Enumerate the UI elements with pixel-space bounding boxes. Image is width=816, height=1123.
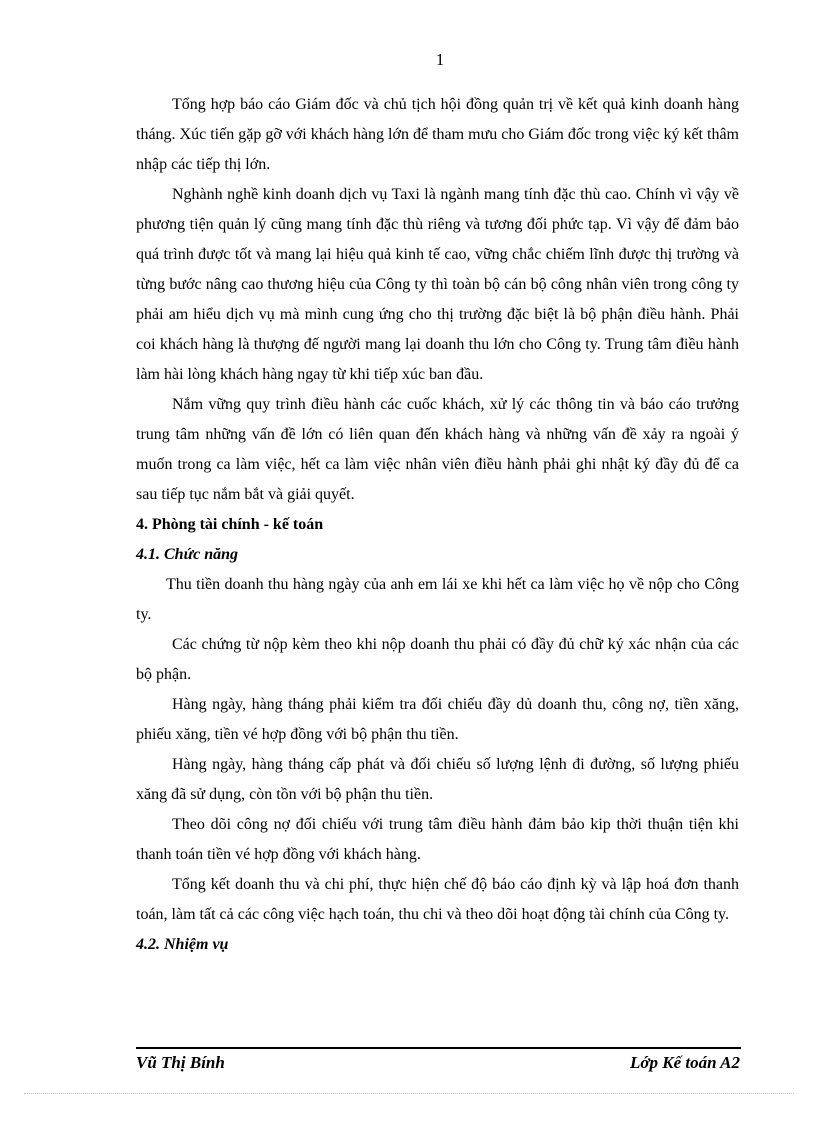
paragraph-report-summary: Tổng hợp báo cáo Giám đốc và chủ tịch hội đồng quản trị về kết quả kinh doanh hàng tháng. Xúc tiến gặp gỡ với khách hàng lớn để tham mưu cho Giám đốc trong việc ký kết thâm nhập các tiếp thị lớn. bbox=[136, 96, 739, 173]
paragraph-issue-orders: Hàng ngày, hàng tháng cấp phát và đối chiếu số lượng lệnh đi đường, số lượng phiếu xăng đã sử dụng, còn tồn với bộ phận thu tiền. bbox=[136, 756, 739, 803]
paragraph-summary-reporting: Tổng kết doanh thu và chi phí, thực hiện chế độ báo cáo định kỳ và lập hoá đơn thanh toán, làm tất cả các công việc hạch toán, thu chi và theo dõi hoạt động tài chính của Công ty. bbox=[136, 876, 739, 923]
paragraph-daily-check: Hàng ngày, hàng tháng phải kiểm tra đối chiếu đầy dủ doanh thu, công nợ, tiền xăng, phiếu xăng, tiền vé hợp đồng với bộ phận thu tiền. bbox=[136, 696, 739, 743]
footer-divider bbox=[136, 1047, 741, 1049]
page-edge-divider bbox=[24, 1093, 794, 1094]
paragraph-dispatch-procedure: Nắm vững quy trình điều hành các cuốc khách, xử lý các thông tin và báo cáo trưởng trung tâm những vấn đề lớn có liên quan đến khách hàng và những vấn đề xảy ra ngoài ý muốn trong ca làm việc, hết ca làm việc nhân viên điều hành phải ghi nhật ký đầy đủ để ca sau tiếp tục nắm bắt và giải quyết. bbox=[136, 396, 739, 503]
paragraph-debt-tracking: Theo dõi công nợ đối chiếu với trung tâm điều hành đảm bảo kip thời thuận tiện khi thanh toán tiền vé hợp đồng với khách hàng. bbox=[136, 816, 739, 863]
footer-class-name: Lớp Kế toán A2 bbox=[629, 1053, 740, 1072]
subsection-heading-function: 4.1. Chức năng bbox=[136, 546, 239, 563]
footer-author: Vũ Thị Bính bbox=[136, 1053, 225, 1072]
paragraph-collect-revenue: Thu tiền doanh thu hàng ngày của anh em lái xe khi hết ca làm việc họ về nộp cho Công ty. bbox=[136, 576, 739, 623]
document-body bbox=[136, 90, 739, 960]
paragraph-documents: Các chứng từ nộp kèm theo khi nộp doanh thu phải có đầy đủ chữ ký xác nhận của các bộ phận. bbox=[136, 636, 739, 683]
page-number: 1 bbox=[435, 50, 445, 69]
section-heading-finance: 4. Phòng tài chính - kế toán bbox=[136, 516, 324, 533]
subsection-heading-duties: 4.2. Nhiệm vụ bbox=[136, 936, 229, 953]
paragraph-taxi-industry: Nghành nghề kinh doanh dịch vụ Taxi là ngành mang tính đặc thù cao. Chính vì vậy về phương tiện quản lý cũng mang tính đặc thù riêng và tương đối phức tạp. Vì vậy để đảm bảo quá trình được tốt và mang lại hiệu quả kinh tế cao, vững chắc chiếm lĩnh được thị trường và từng bước nâng cao thương hiệu của Công ty thì toàn bộ cán bộ công nhân viên trong công ty phải am hiểu dịch vụ mà mình cung ứng cho thị trường đặc biệt là bộ phận điều hành. Phải coi khách hàng là thượng đế người mang lại doanh thu lớn cho Công ty. Trung tâm điều hành làm hài lòng khách hàng ngay từ khi tiếp xúc ban đầu. bbox=[136, 186, 739, 383]
